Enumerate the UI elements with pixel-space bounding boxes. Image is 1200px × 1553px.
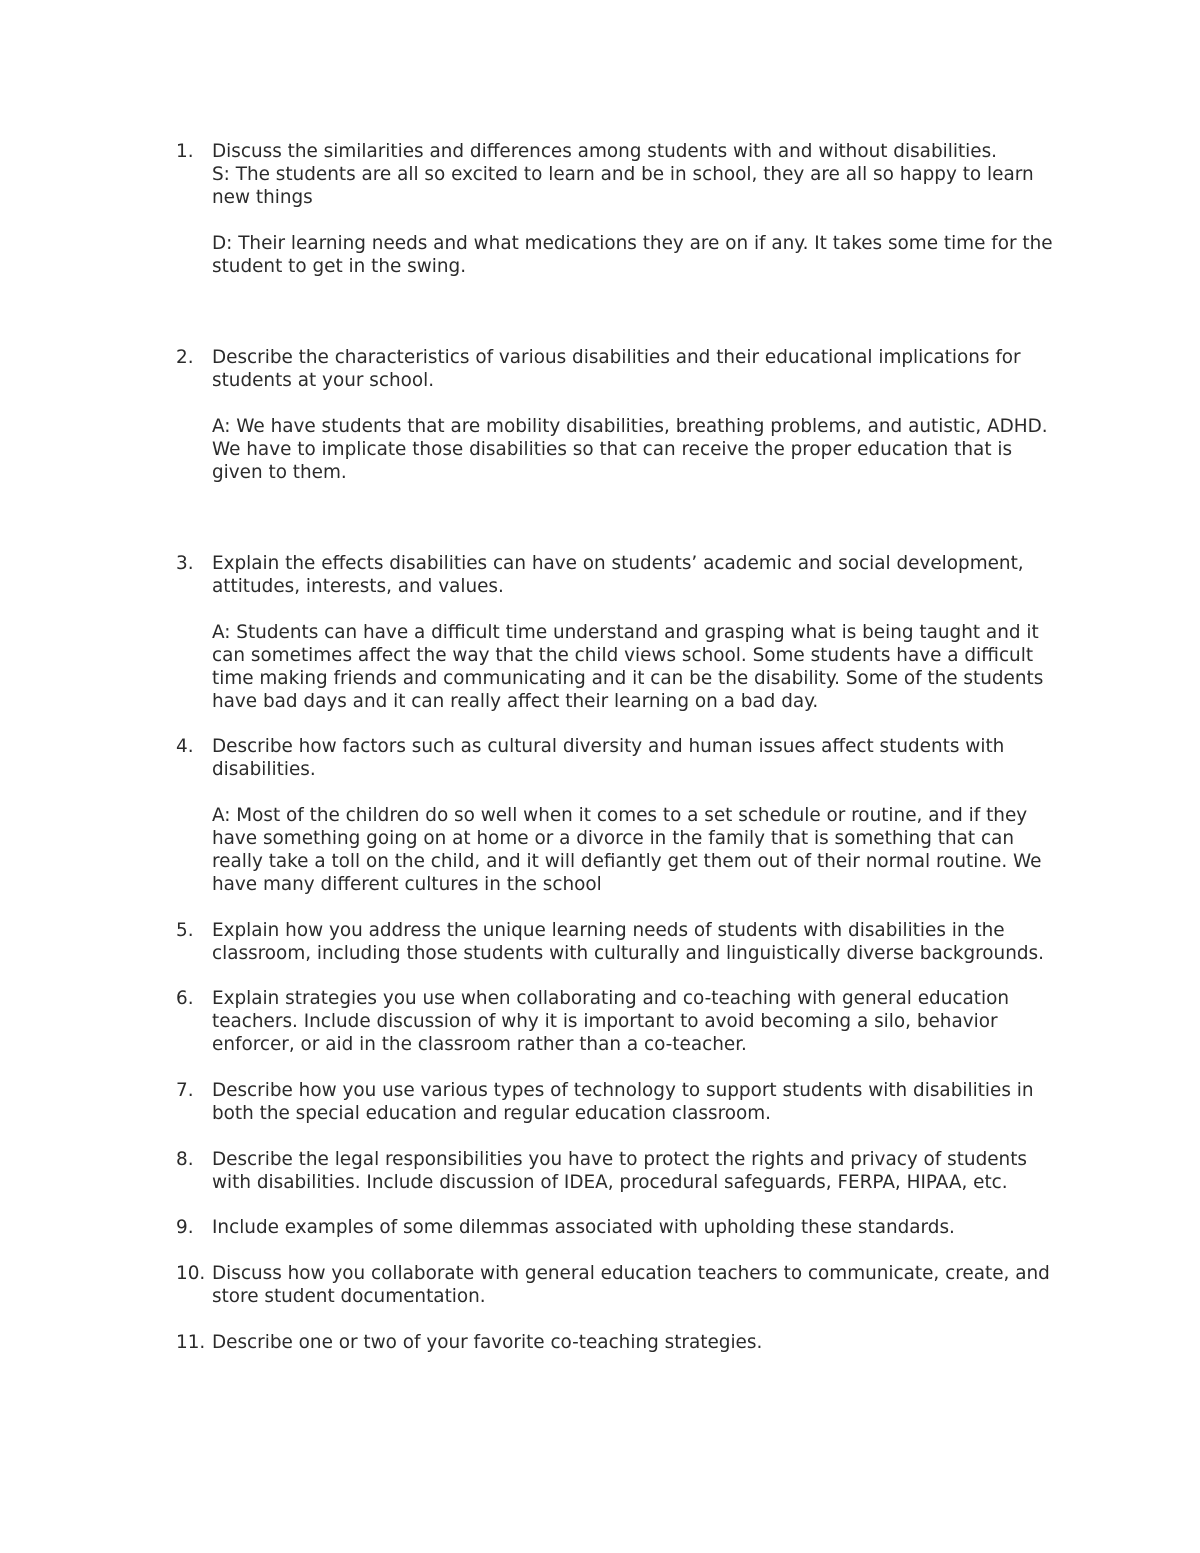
document-page [0, 141, 1200, 1378]
question-prompt: Describe how factors such as cultural diversity and human issues affect students with disabilities. [212, 736, 1011, 781]
question-item-6 [0, 988, 1062, 1057]
question-number: 8. [176, 1148, 194, 1170]
question-item-8 [0, 1149, 1062, 1195]
question-number: 10. [176, 1263, 206, 1285]
question-number: 1. [176, 141, 194, 162]
question-number: 2. [176, 347, 194, 369]
question-item-5 [0, 920, 1062, 966]
question-prompt: Explain the effects disabilities can have on students’ academic and social development, attitudes, interests, and values. [212, 553, 1030, 598]
question-prompt: Discuss the similarities and differences among students with and without disabilities. [212, 141, 998, 162]
question-prompt: Describe the legal responsibilities you have to protect the rights and privacy of students with disabilities. Include discussion of IDEA, procedural safeguards, FERPA, HIPAA, etc. [212, 1148, 1033, 1193]
question-item-7 [0, 1080, 1062, 1126]
answer-text: A: Most of the children do so well when it comes to a set schedule or routine, and if they have something going on at home or a divorce in the family that is something that can really take a toll on the child, and it will defiantly get them out of their normal routine. We have many different cultures in the school [212, 805, 1048, 895]
question-item-9 [0, 1217, 1062, 1240]
answer-text: A: We have students that are mobility disabilities, breathing problems, and autistic, ADHD. We have to implicate those disabilities so that can receive the proper education that is given to them. [212, 415, 1054, 483]
question-number: 11. [176, 1331, 206, 1353]
question-item-11 [0, 1332, 1062, 1355]
question-prompt: Describe one or two of your favorite co-teaching strategies. [212, 1331, 763, 1353]
question-item-3 [0, 553, 1062, 713]
question-prompt: Describe how you use various types of technology to support students with disabilities in both the special education and regular education classroom. [212, 1079, 1040, 1124]
question-prompt: Include examples of some dilemmas associated with upholding these standards. [212, 1217, 955, 1239]
answer-text: A: Students can have a difficult time understand and grasping what is being taught and it can sometimes affect the way that the child views school. Some students have a difficult time making friends and communicating and it can be the disability. Some of the students have bad days and it can really affect their learning on a bad day. [212, 621, 1050, 712]
answer-text: D: Their learning needs and what medications they are on if any. It takes some time for the student to get in the swing. [212, 232, 1059, 277]
question-item-2 [0, 347, 1062, 530]
question-number: 4. [176, 736, 194, 758]
answer-text: S: The students are all so excited to learn and be in school, they are all so happy to learn new things [212, 163, 1040, 208]
question-prompt: Discuss how you collaborate with general education teachers to communicate, create, and store student documentation. [212, 1263, 1056, 1308]
question-item-10 [0, 1263, 1062, 1309]
question-item-1 [0, 141, 1062, 324]
question-prompt: Explain strategies you use when collaborating and co-teaching with general education teachers. Include discussion of why it is important to avoid becoming a silo, behavior enforcer, or aid in the classroom rather than a co-teacher. [212, 988, 1015, 1056]
question-number: 7. [176, 1079, 194, 1101]
question-number: 5. [176, 919, 194, 941]
question-number: 6. [176, 988, 194, 1010]
question-number: 9. [176, 1217, 194, 1239]
question-prompt: Explain how you address the unique learning needs of students with disabilities in the classroom, including those students with culturally and linguistically diverse backgrounds. [212, 919, 1044, 964]
question-item-4 [0, 736, 1062, 896]
question-number: 3. [176, 553, 194, 575]
question-prompt: Describe the characteristics of various disabilities and their educational implications for students at your school. [212, 347, 1027, 392]
